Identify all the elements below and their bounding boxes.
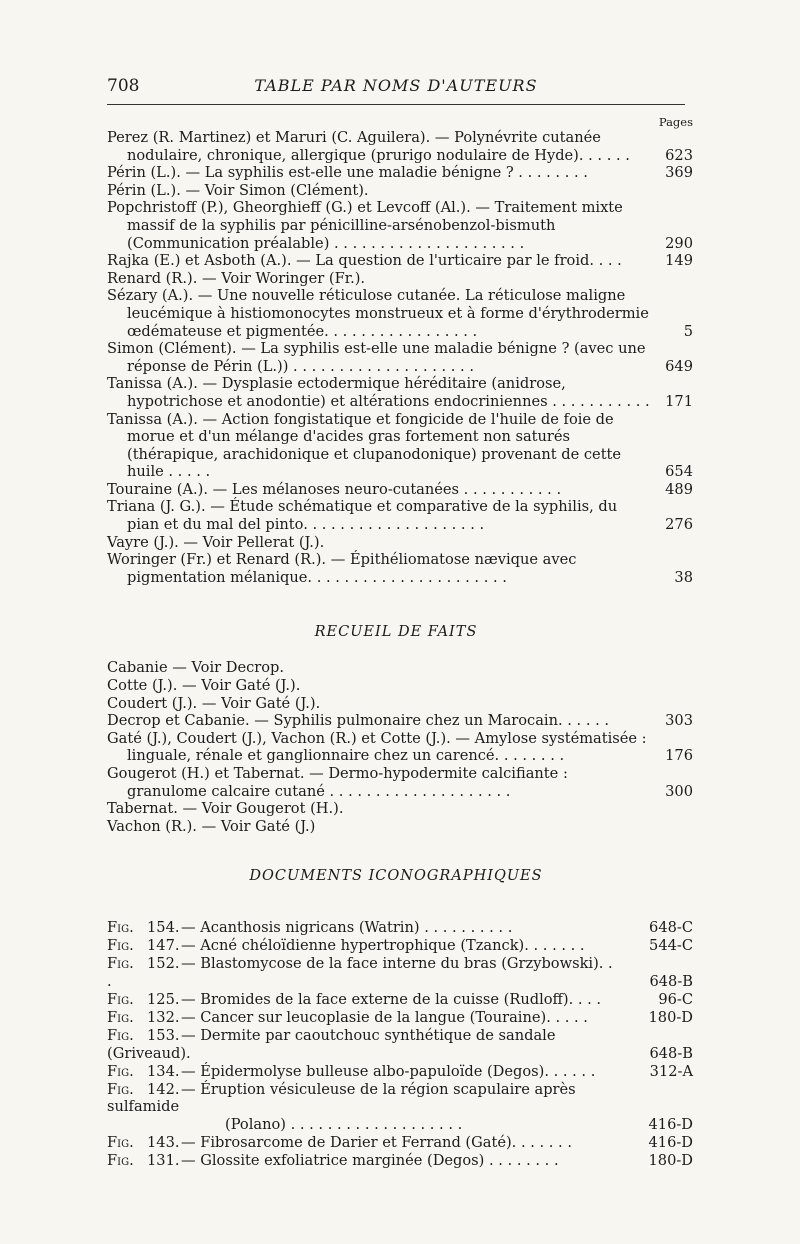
index-entry — [107, 270, 685, 288]
figure-caption: — Éruption vésiculeuse de la région scapulaire après sulfamide — [107, 1080, 576, 1116]
entry-page: 654 — [665, 463, 693, 481]
running-head — [107, 70, 685, 105]
figure-number: 153. — [147, 1026, 180, 1044]
figure-page: 96-C — [658, 991, 693, 1008]
figure-caption: — Acné chéloïdienne hypertrophique (Tzanck). . . . . . . — [181, 937, 585, 955]
index-entry — [107, 729, 693, 765]
entry-page: 171 — [665, 392, 693, 410]
index-entry — [107, 340, 693, 375]
figure-label: Fig. — [107, 919, 134, 937]
entry-text: Gougerot (H.) et Tabernat. — Dermo-hypodermite calcifiante : granulome calcaire cutané . . . . . . . . . . . . . . . . . . . . — [107, 765, 568, 800]
figure-page: 648-C — [649, 919, 693, 937]
index-entry — [107, 695, 685, 713]
figure-label: Fig. — [107, 1080, 134, 1098]
index-entry — [107, 818, 685, 836]
entry-page: 649 — [665, 357, 693, 375]
figure-caption: — Cancer sur leucoplasie de la langue (Touraine). . . . . — [181, 1008, 588, 1026]
author-list — [107, 129, 693, 586]
recueil-list — [107, 659, 693, 835]
figure-label: Fig. — [107, 1062, 134, 1080]
figure-page: 180-D — [648, 1008, 693, 1026]
figure-page: 648-B — [649, 973, 693, 991]
figure-caption: — Blastomycose de la face interne du bras (Grzybowski). . . — [107, 955, 613, 991]
figure-number: 131. — [147, 1152, 180, 1170]
figure-label: Fig. — [107, 1152, 134, 1170]
entry-page: 303 — [665, 712, 693, 730]
figure-number: 143. — [147, 1134, 180, 1152]
page-number: 708 — [107, 76, 140, 96]
figure-label: Fig. — [107, 937, 134, 955]
entry-page: 369 — [665, 164, 693, 182]
figure-row — [107, 1134, 693, 1152]
entry-text: Tanissa (A.). — Dysplasie ectodermique héréditaire (anidrose, hypotrichose et anodontie) et altérations endocriniennes . . . . . . . . . . . — [107, 375, 650, 410]
figure-row — [107, 1026, 693, 1063]
entry-page: 38 — [674, 568, 693, 586]
entry-page: 290 — [665, 234, 693, 252]
entry-page: 623 — [665, 146, 693, 164]
entry-page: 276 — [665, 516, 693, 534]
figure-page: 544-C — [649, 937, 693, 955]
entry-text: Decrop et Cabanie. — Syphilis pulmonaire chez un Marocain. . . . . . — [107, 712, 610, 730]
entry-text: Périn (L.). — Voir Simon (Clément). — [107, 181, 369, 199]
figure-page: 416-D — [648, 1134, 693, 1152]
entry-text: Vachon (R.). — Voir Gaté (J.) — [107, 817, 316, 835]
figure-caption: — Fibrosarcome de Darier et Ferrand (Gaté). . . . . . . — [181, 1134, 572, 1152]
figure-page: 416-D — [648, 1116, 693, 1134]
figure-number: 152. — [147, 955, 180, 973]
index-entry — [107, 252, 693, 270]
entry-page: 149 — [665, 252, 693, 270]
index-entry — [107, 129, 693, 164]
figure-label: Fig. — [107, 1026, 134, 1044]
entry-text: Perez (R. Martinez) et Maruri (C. Aguilera). — Polynévrite cutanée nodulaire, chronique, allergique (prurigo nodulaire de Hyde). . . . . . — [107, 129, 630, 164]
index-entry — [107, 712, 693, 730]
entry-text: Tabernat. — Voir Gougerot (H.). — [107, 800, 344, 818]
figure-label: Fig. — [107, 991, 134, 1008]
figure-row — [107, 1081, 685, 1117]
figure-number: 147. — [147, 937, 180, 955]
index-entry — [107, 659, 685, 677]
figure-row — [107, 919, 693, 937]
figure-row — [107, 1008, 693, 1027]
figure-page: 312-A — [649, 1062, 693, 1080]
entry-page: 300 — [665, 782, 693, 800]
entry-text: Cotte (J.). — Voir Gaté (J.). — [107, 677, 301, 695]
entry-text: Simon (Clément). — La syphilis est-elle une maladie bénigne ? (avec une réponse de Périn (L.)) . . . . . . . . . . . . . . . . . . . . — [107, 340, 646, 375]
entry-text: Popchristoff (P.), Gheorghieff (G.) et Levcoff (Al.). — Traitement mixte massif de la syphilis par pénicilline-arsénobenzol-bismuth (Communication préalable) . . . . . . . . . . . . . . . . . . . . . — [107, 199, 623, 252]
entry-text: Triana (J. G.). — Étude schématique et comparative de la syphilis, du pian et du mal del pinto. . . . . . . . . . . . . . . . . . . . — [107, 498, 618, 534]
entry-text: Rajka (E.) et Asboth (A.). — La question de l'urticaire par le froid. . . . — [107, 252, 622, 270]
figure-number: 154. — [147, 919, 180, 937]
figure-list — [107, 919, 693, 1170]
figure-label: Fig. — [107, 955, 134, 973]
entry-text: Tanissa (A.). — Action fongistatique et fongicide de l'huile de foie de morue et d'un mélange d'acides gras fortement non saturés (thérapique, arachidonique et clupanodonique) provenant de cette huile . . . . . — [107, 410, 622, 481]
section-title-documents: DOCUMENTS ICONOGRAPHIQUES — [249, 868, 543, 885]
figure-page: 180-D — [648, 1152, 693, 1170]
figure-number: 132. — [147, 1008, 180, 1026]
index-entry — [107, 164, 693, 182]
figure-number: 125. — [147, 991, 180, 1008]
figure-number: 134. — [147, 1062, 180, 1080]
entry-text: Gaté (J.), Coudert (J.), Vachon (R.) et Cotte (J.). — Amylose systématisée : linguale, rénale et ganglionnaire chez un carencé. . . . . . . . — [107, 729, 647, 765]
index-entry — [107, 287, 693, 340]
index-entry — [107, 199, 693, 252]
index-entry — [107, 498, 693, 534]
index-entry — [107, 765, 693, 800]
index-entry — [107, 677, 685, 695]
figure-caption: — Épidermolyse bulleuse albo-papuloïde (Degos). . . . . . — [181, 1062, 596, 1080]
figure-caption: — Dermite par caoutchouc synthétique de sandale (Griveaud). — [107, 1026, 556, 1062]
figure-row — [107, 1116, 693, 1134]
entry-text: Vayre (J.). — Voir Pellerat (J.). — [107, 533, 325, 551]
entry-page: 489 — [665, 480, 693, 498]
running-title: TABLE PAR NOMS D'AUTEURS — [254, 76, 538, 95]
figure-number: 142. — [147, 1080, 180, 1098]
index-entry — [107, 480, 693, 499]
entry-page: 176 — [665, 747, 693, 765]
figure-caption: (Polano) . . . . . . . . . . . . . . . . . . . — [225, 1116, 463, 1134]
figure-label: Fig. — [107, 1134, 134, 1152]
entry-text: Coudert (J.). — Voir Gaté (J.). — [107, 694, 321, 712]
figure-row — [107, 955, 693, 991]
figure-row — [107, 937, 693, 955]
entry-text: Renard (R.). — Voir Woringer (Fr.). — [107, 269, 366, 287]
figure-page: 648-B — [649, 1044, 693, 1062]
entry-text: Sézary (A.). — Une nouvelle réticulose cutanée. La réticulose maligne leucémique à histiomonocytes monstrueux et à forme d'érythrodermie œdémateuse et pigmentée. . . . . . . . . . . . . . . . . — [107, 287, 649, 340]
figure-label: Fig. — [107, 1008, 134, 1026]
index-entry — [107, 410, 693, 481]
index-entry — [107, 375, 693, 410]
index-page — [107, 70, 693, 1170]
figure-row — [107, 1062, 693, 1081]
figure-caption: — Bromides de la face externe de la cuisse (Rudloff). . . . — [181, 991, 602, 1008]
index-entry — [107, 534, 685, 552]
figure-row — [107, 1152, 693, 1170]
figure-caption: — Acanthosis nigricans (Watrin) . . . . . . . . . . — [181, 919, 513, 937]
index-entry — [107, 182, 685, 200]
figure-caption: — Glossite exfoliatrice marginée (Degos) . . . . . . . . — [181, 1152, 559, 1170]
entry-text: Cabanie — Voir Decrop. — [107, 659, 285, 677]
entry-text: Périn (L.). — La syphilis est-elle une maladie bénigne ? . . . . . . . . — [107, 164, 588, 182]
figure-row — [107, 991, 693, 1009]
entry-page: 5 — [683, 322, 693, 340]
index-entry — [107, 800, 685, 818]
index-entry — [107, 551, 693, 586]
entry-text: Touraine (A.). — Les mélanoses neuro-cutanées . . . . . . . . . . . — [107, 480, 562, 498]
section-title-recueil: RECUEIL DE FAITS — [314, 624, 478, 641]
entry-text: Woringer (Fr.) et Renard (R.). — Épithéliomatose nævique avec pigmentation mélanique. . . . . . . . . . . . . . . . . . . . . . — [107, 551, 577, 586]
pages-column-label: Pages — [658, 115, 693, 129]
